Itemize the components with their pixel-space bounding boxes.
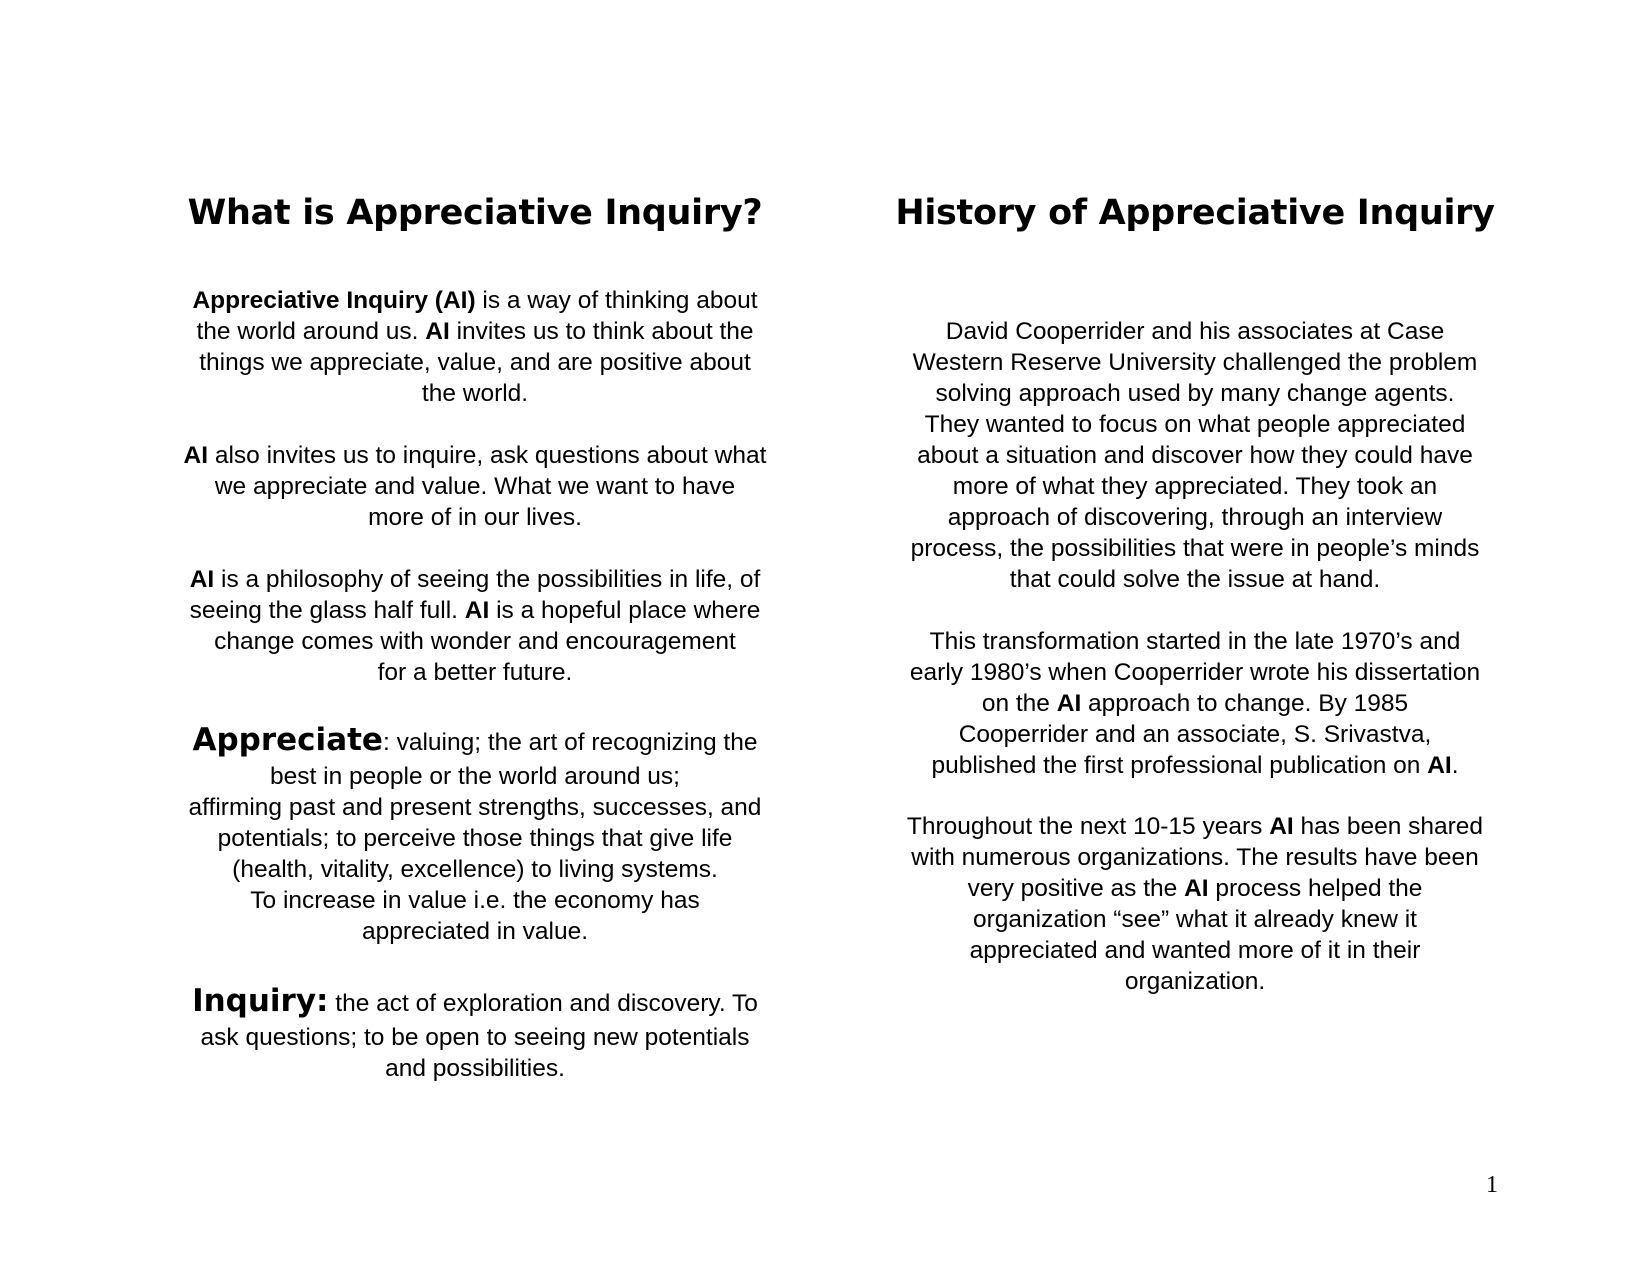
bold-text: Appreciative Inquiry (AI): [192, 287, 476, 314]
text: They wanted to focus on what people appreciated: [924, 411, 1466, 438]
right-paragraph: [870, 811, 1520, 997]
text: very positive as the: [967, 875, 1185, 902]
text: more of what they appreciated. They took an: [952, 473, 1438, 500]
text: To increase in value i.e. the economy has: [250, 887, 700, 914]
text-line: [870, 378, 1520, 409]
text-line: [870, 440, 1520, 471]
text-line: [150, 823, 800, 854]
bold-text: AI: [425, 318, 450, 345]
left-column: [150, 0, 800, 1275]
text: that could solve the issue at hand.: [1009, 566, 1381, 593]
text-line: [150, 285, 800, 316]
text: process helped the: [1208, 875, 1423, 902]
text: with numerous organizations. The results have been: [911, 844, 1479, 871]
bold-text: AI: [1427, 752, 1452, 779]
text-line: [150, 440, 800, 471]
text: process, the possibilities that were in people’s minds: [910, 535, 1480, 562]
text: Western Reserve University challenged the problem: [912, 349, 1478, 376]
text-line: [150, 885, 800, 916]
text-line: [870, 657, 1520, 688]
text: on the: [981, 690, 1057, 717]
right-paragraph: [870, 316, 1520, 595]
bold-text: AI: [1184, 875, 1209, 902]
text: early 1980’s when Cooperrider wrote his dissertation: [909, 659, 1481, 686]
text: This transformation started in the late 1970’s and: [929, 628, 1461, 655]
text-line: [870, 904, 1520, 935]
text: invites us to think about the: [449, 318, 754, 345]
text-line: [870, 502, 1520, 533]
right-column: [870, 0, 1520, 1275]
text-line: [150, 761, 800, 792]
text-line: [150, 471, 800, 502]
left-paragraph: [150, 983, 800, 1084]
text-line: [150, 626, 800, 657]
text: we appreciate and value. What we want to have: [214, 473, 736, 500]
text: organization “see” what it already knew it: [973, 906, 1417, 933]
text-line: [870, 719, 1520, 750]
page-number: 1: [1486, 1172, 1498, 1198]
text-line: [150, 916, 800, 947]
text: organization.: [1124, 968, 1266, 995]
text: has been shared: [1293, 813, 1484, 840]
left-paragraph: [150, 722, 800, 947]
text: about a situation and discover how they could have: [917, 442, 1473, 469]
text-line: [150, 1022, 800, 1053]
text-line: [870, 533, 1520, 564]
text-line: [870, 873, 1520, 904]
text: appreciated and wanted more of it in their: [969, 937, 1421, 964]
term-heading: Appreciate: [192, 722, 383, 758]
text: David Cooperrider and his associates at Case: [945, 318, 1445, 345]
text-line: [150, 502, 800, 533]
text-line: [150, 792, 800, 823]
text-line: [150, 722, 800, 761]
text: (health, vitality, excellence) to living systems.: [232, 856, 718, 883]
text-line: [870, 935, 1520, 966]
text: published the first professional publication on: [931, 752, 1428, 779]
left-paragraph: [150, 285, 800, 409]
text-line: [870, 471, 1520, 502]
text-line: [150, 378, 800, 409]
text-line: [150, 854, 800, 885]
text-line: [870, 347, 1520, 378]
text: appreciated in value.: [361, 918, 589, 945]
text-line: [150, 347, 800, 378]
text: more of in our lives.: [368, 504, 582, 531]
text: for a better future.: [377, 659, 573, 686]
text-line: [870, 409, 1520, 440]
text: the act of exploration and discovery. To: [328, 990, 758, 1017]
text-line: [150, 1053, 800, 1084]
text: things we appreciate, value, and are positive about: [199, 349, 751, 376]
text: approach to change. By 1985: [1081, 690, 1409, 717]
text: affirming past and present strengths, successes, and: [188, 794, 762, 821]
text-line: [150, 564, 800, 595]
bold-text: AI: [189, 566, 215, 593]
text: : valuing; the art of recognizing the: [382, 729, 758, 756]
text-line: [870, 564, 1520, 595]
text: best in people or the world around us;: [270, 763, 680, 790]
text: change comes with wonder and encouragement: [214, 628, 736, 655]
text: is a way of thinking about: [475, 287, 758, 314]
left-paragraph: [150, 564, 800, 688]
bold-text: AI: [464, 597, 490, 624]
text: ask questions; to be open to seeing new potentials: [200, 1024, 750, 1051]
right-title: History of Appreciative Inquiry: [895, 193, 1495, 233]
text: is a philosophy of seeing the possibilities in life, of: [214, 566, 761, 593]
bold-text: AI: [183, 442, 209, 469]
text: potentials; to perceive those things that give life: [217, 825, 733, 852]
left-paragraph: [150, 440, 800, 533]
text-line: [870, 811, 1520, 842]
text-line: [150, 983, 800, 1022]
text: the world.: [421, 380, 529, 407]
text-line: [150, 595, 800, 626]
text-line: [150, 316, 800, 347]
text-line: [870, 966, 1520, 997]
text: solving approach used by many change agents.: [935, 380, 1455, 407]
text-line: [870, 688, 1520, 719]
text: and possibilities.: [385, 1055, 565, 1082]
text-line: [870, 750, 1520, 781]
text: approach of discovering, through an interview: [947, 504, 1443, 531]
left-title: What is Appreciative Inquiry?: [187, 193, 763, 233]
text: Throughout the next 10-15 years: [906, 813, 1270, 840]
text-line: [870, 626, 1520, 657]
term-heading: Inquiry:: [192, 983, 329, 1019]
text-line: [870, 316, 1520, 347]
text: Cooperrider and an associate, S. Srivastva,: [958, 721, 1432, 748]
text-line: [870, 842, 1520, 873]
bold-text: AI: [1269, 813, 1294, 840]
text: also invites us to inquire, ask questions about what: [208, 442, 767, 469]
right-paragraph: [870, 626, 1520, 781]
text: the world around us.: [196, 318, 426, 345]
text: seeing the glass half full.: [189, 597, 465, 624]
text-line: [150, 657, 800, 688]
text: .: [1451, 752, 1459, 779]
text: is a hopeful place where: [489, 597, 761, 624]
bold-text: AI: [1056, 690, 1082, 717]
